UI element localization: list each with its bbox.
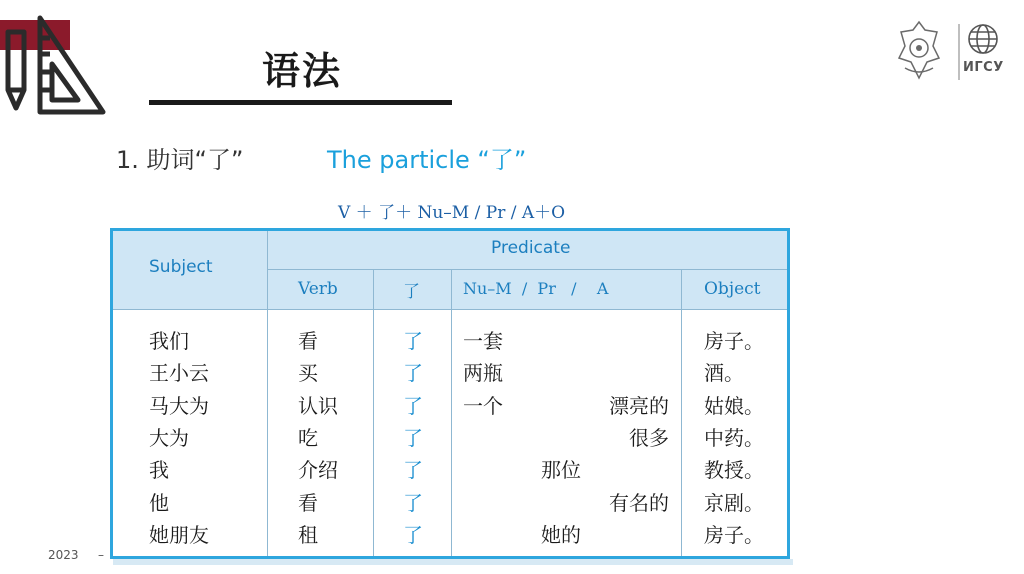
table-header <box>113 231 787 309</box>
table-cell-subject: 王小云 <box>149 361 209 386</box>
table-cell-subject: 大为 <box>149 425 189 450</box>
table-cell-object: 教授。 <box>704 458 764 483</box>
table-shadow <box>113 559 793 565</box>
table-cell-object: 姑娘。 <box>704 393 764 418</box>
table-cell-le: 了 <box>403 522 423 547</box>
header-verb: Verb <box>298 279 338 299</box>
header-object: Object <box>704 279 761 299</box>
logo-text: ИГСУ <box>963 60 1004 75</box>
footer-year: 2023 <box>48 548 79 562</box>
table-cell-le: 了 <box>403 361 423 386</box>
title-underline <box>149 100 452 105</box>
table-cell-numpa: 两瓶 <box>463 361 503 386</box>
table-cell-le: 了 <box>403 425 423 450</box>
table-cell-subject: 他 <box>149 490 169 515</box>
table-cell-le: 了 <box>403 458 423 483</box>
header-numpa: Nu–M / Pr / A <box>463 279 609 298</box>
university-crest-icon <box>893 18 945 84</box>
table-cell-object: 酒。 <box>704 361 744 386</box>
grammar-table <box>110 228 790 559</box>
header-subject: Subject <box>149 257 213 277</box>
table-cell-mod2: 那位 <box>541 458 581 483</box>
table-cell-verb: 看 <box>298 490 318 515</box>
table-cell-subject: 我 <box>149 458 169 483</box>
logo-divider <box>958 24 960 80</box>
table-cell-le: 了 <box>403 393 423 418</box>
table-cell-numpa: 一套 <box>463 329 503 353</box>
slide-title: 语法 <box>262 49 343 93</box>
table-cell-mod: 漂亮的 <box>609 393 669 418</box>
table-cell-mod2: 她的 <box>541 522 581 547</box>
table-cell-verb: 认识 <box>298 393 338 418</box>
footer-dash: – <box>98 548 104 562</box>
table-cell-object: 房子。 <box>704 329 764 353</box>
table-cell-verb: 租 <box>298 522 318 547</box>
table-cell-le: 了 <box>403 490 423 515</box>
table-cell-object: 京剧。 <box>704 490 764 515</box>
header-predicate: Predicate <box>491 238 571 258</box>
table-cell-le: 了 <box>403 329 423 353</box>
globe-icon <box>966 22 1000 56</box>
table-cell-subject: 马大为 <box>149 393 209 418</box>
table-cell-mod: 有名的 <box>609 490 669 515</box>
table-cell-verb: 买 <box>298 361 318 386</box>
table-cell-object: 房子。 <box>704 522 764 547</box>
header-le: 了 <box>403 282 420 302</box>
grammar-formula: V ＋ 了＋ Nu–M / Pr / A＋O <box>338 203 566 223</box>
ruler-pencil-icon <box>0 12 115 116</box>
table-cell-numpa: 一个 <box>463 393 503 418</box>
section-heading-en: The particle “了” <box>327 146 527 174</box>
table-cell-subject: 我们 <box>149 329 189 353</box>
table-cell-object: 中药。 <box>704 425 764 450</box>
table-cell-verb: 介绍 <box>298 458 338 483</box>
table-cell-subject: 她朋友 <box>149 522 209 547</box>
table-cell-verb: 看 <box>298 329 318 353</box>
section-heading: 1. 助词“了” <box>116 146 244 174</box>
table-cell-verb: 吃 <box>298 425 318 450</box>
table-cell-mod: 很多 <box>629 425 669 450</box>
